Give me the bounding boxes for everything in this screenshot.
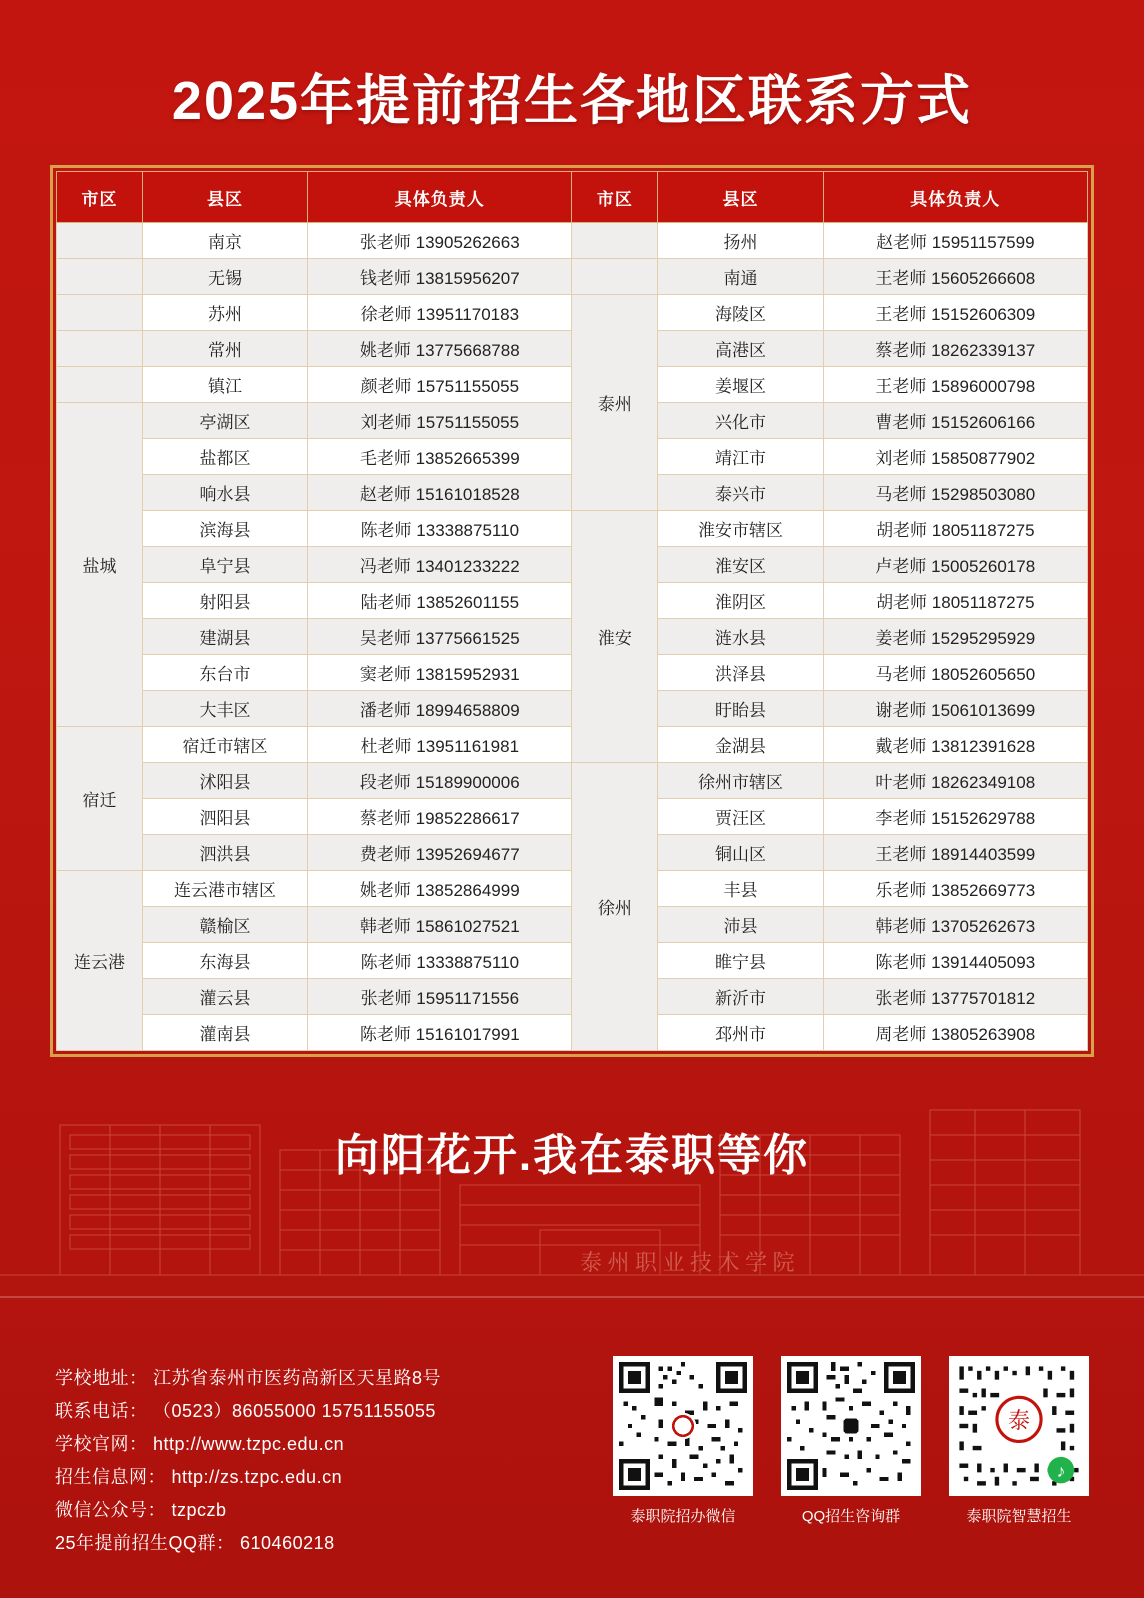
county-cell: 盱眙县 — [658, 691, 823, 727]
building-name-text: 泰 州 职 业 技 术 学 院 — [580, 1250, 795, 1275]
county-cell: 泰兴市 — [658, 475, 823, 511]
person-cell: 冯老师 13401233222 — [308, 547, 572, 583]
county-cell: 常州 — [142, 331, 307, 367]
person-cell: 韩老师 15861027521 — [308, 907, 572, 943]
county-cell: 盐都区 — [142, 439, 307, 475]
footer-info — [55, 1350, 613, 1560]
person-cell: 姜老师 15295295929 — [823, 619, 1087, 655]
county-cell: 建湖县 — [142, 619, 307, 655]
person-cell: 刘老师 15850877902 — [823, 439, 1087, 475]
person-cell: 段老师 15189900006 — [308, 763, 572, 799]
county-cell: 镇江 — [142, 367, 307, 403]
person-cell: 钱老师 13815956207 — [308, 259, 572, 295]
person-cell: 颜老师 15751155055 — [308, 367, 572, 403]
city-cell-left: 宿迁 — [57, 727, 143, 871]
city-cell-right: 泰州 — [572, 295, 658, 511]
city-cell-empty-left — [57, 367, 143, 403]
city-cell-right: 徐州 — [572, 763, 658, 1051]
person-cell: 谢老师 15061013699 — [823, 691, 1087, 727]
person-cell: 蔡老师 19852286617 — [308, 799, 572, 835]
county-cell: 阜宁县 — [142, 547, 307, 583]
slogan: 向阳花开.我在泰职等你 — [334, 1131, 810, 1180]
svg-text:泰: 泰 — [1007, 1408, 1031, 1434]
qr-caption-qq: QQ招生咨询群 — [801, 1508, 901, 1525]
footer-line-qq-group: 25年提前招生QQ群： 610460218 — [55, 1533, 335, 1553]
campus-building-illustration — [0, 1080, 1144, 1295]
county-cell: 沭阳县 — [142, 763, 307, 799]
county-cell: 滨海县 — [142, 511, 307, 547]
table-header — [57, 172, 1088, 223]
county-cell: 南通 — [658, 259, 823, 295]
person-cell: 胡老师 18051187275 — [823, 511, 1087, 547]
person-cell: 叶老师 18262349108 — [823, 763, 1087, 799]
person-cell: 张老师 13775701812 — [823, 979, 1087, 1015]
city-cell-left: 盐城 — [57, 403, 143, 727]
person-cell: 潘老师 18994658809 — [308, 691, 572, 727]
county-cell: 宿迁市辖区 — [142, 727, 307, 763]
footer-divider — [0, 1296, 1144, 1298]
person-cell: 乐老师 13852669773 — [823, 871, 1087, 907]
table-body — [57, 223, 1088, 1051]
person-cell: 陈老师 13914405093 — [823, 943, 1087, 979]
person-cell: 姚老师 13775668788 — [308, 331, 572, 367]
qr-caption-wechat: 泰职院招办微信 — [630, 1508, 736, 1525]
footer-line-phone: 联系电话： （0523）86055000 15751155055 — [55, 1401, 436, 1421]
city-cell-empty-left — [57, 259, 143, 295]
footer-line-website[interactable]: 学校官网： http://www.tzpc.edu.cn — [55, 1434, 345, 1454]
qr-caption-smart-enroll: 泰职院智慧招生 — [966, 1508, 1072, 1525]
county-cell: 金湖县 — [658, 727, 823, 763]
person-cell: 杜老师 13951161981 — [308, 727, 572, 763]
header-person-left: 具体负责人 — [308, 172, 572, 223]
county-cell: 亭湖区 — [142, 403, 307, 439]
table-header-row — [57, 172, 1088, 223]
person-cell: 马老师 15298503080 — [823, 475, 1087, 511]
header-county-left: 县区 — [142, 172, 307, 223]
person-cell: 窦老师 13815952931 — [308, 655, 572, 691]
table-row — [57, 223, 1088, 259]
table-row — [57, 259, 1088, 295]
county-cell: 东台市 — [142, 655, 307, 691]
city-cell-right: 淮安 — [572, 511, 658, 763]
page-title: 2025年提前招生各地区联系方式 — [171, 71, 973, 131]
header-county-right: 县区 — [658, 172, 823, 223]
qq-qr-icon[interactable] — [781, 1356, 921, 1496]
person-cell: 周老师 13805263908 — [823, 1015, 1087, 1051]
person-cell: 费老师 13952694677 — [308, 835, 572, 871]
person-cell: 陈老师 13338875110 — [308, 943, 572, 979]
footer-line-wechat: 微信公众号： tzpczb — [55, 1500, 227, 1520]
city-cell-empty-left — [57, 331, 143, 367]
county-cell: 赣榆区 — [142, 907, 307, 943]
footer-line-address: 学校地址： 江苏省泰州市医药高新区天星路8号 — [55, 1368, 442, 1388]
footer — [0, 1330, 1144, 1598]
city-cell-left: 连云港 — [57, 871, 143, 1051]
person-cell: 刘老师 15751155055 — [308, 403, 572, 439]
county-cell: 响水县 — [142, 475, 307, 511]
person-cell: 李老师 15152629788 — [823, 799, 1087, 835]
person-cell: 王老师 15152606309 — [823, 295, 1087, 331]
county-cell: 铜山区 — [658, 835, 823, 871]
county-cell: 扬州 — [658, 223, 823, 259]
person-cell: 胡老师 18051187275 — [823, 583, 1087, 619]
person-cell: 徐老师 13951170183 — [308, 295, 572, 331]
county-cell: 邳州市 — [658, 1015, 823, 1051]
county-cell: 淮安市辖区 — [658, 511, 823, 547]
person-cell: 卢老师 15005260178 — [823, 547, 1087, 583]
header-person-right: 具体负责人 — [823, 172, 1087, 223]
person-cell: 戴老师 13812391628 — [823, 727, 1087, 763]
person-cell: 张老师 13905262663 — [308, 223, 572, 259]
person-cell: 赵老师 15951157599 — [823, 223, 1087, 259]
contacts-table — [56, 171, 1088, 1051]
person-cell: 陆老师 13852601155 — [308, 583, 572, 619]
person-cell: 王老师 18914403599 — [823, 835, 1087, 871]
county-cell: 连云港市辖区 — [142, 871, 307, 907]
county-cell: 射阳县 — [142, 583, 307, 619]
contacts-table-frame — [50, 165, 1094, 1057]
qr-code-group — [613, 1350, 1089, 1526]
person-cell: 毛老师 13852665399 — [308, 439, 572, 475]
county-cell: 高港区 — [658, 331, 823, 367]
county-cell: 徐州市辖区 — [658, 763, 823, 799]
city-cell-empty-right — [572, 223, 658, 259]
person-cell: 曹老师 15152606166 — [823, 403, 1087, 439]
person-cell: 王老师 15896000798 — [823, 367, 1087, 403]
person-cell: 马老师 18052605650 — [823, 655, 1087, 691]
county-cell: 灌南县 — [142, 1015, 307, 1051]
county-cell: 淮安区 — [658, 547, 823, 583]
city-cell-empty-left — [57, 223, 143, 259]
person-cell: 陈老师 13338875110 — [308, 511, 572, 547]
qr-item-qq — [781, 1356, 921, 1526]
person-cell: 吴老师 13775661525 — [308, 619, 572, 655]
table-row — [57, 295, 1088, 331]
footer-line-admission-site[interactable]: 招生信息网： http://zs.tzpc.edu.cn — [55, 1467, 343, 1487]
person-cell: 姚老师 13852864999 — [308, 871, 572, 907]
qr-item-smart-enroll — [949, 1356, 1089, 1526]
city-cell-empty-right — [572, 259, 658, 295]
wechat-qr-icon[interactable] — [613, 1356, 753, 1496]
county-cell: 东海县 — [142, 943, 307, 979]
county-cell: 南京 — [142, 223, 307, 259]
city-cell-empty-left — [57, 295, 143, 331]
county-cell: 泗洪县 — [142, 835, 307, 871]
table-row — [57, 763, 1088, 799]
county-cell: 灌云县 — [142, 979, 307, 1015]
county-cell: 洪泽县 — [658, 655, 823, 691]
county-cell: 丰县 — [658, 871, 823, 907]
county-cell: 兴化市 — [658, 403, 823, 439]
person-cell: 蔡老师 18262339137 — [823, 331, 1087, 367]
svg-text:♪: ♪ — [1056, 1460, 1066, 1481]
table-row — [57, 511, 1088, 547]
county-cell: 泗阳县 — [142, 799, 307, 835]
county-cell: 苏州 — [142, 295, 307, 331]
county-cell: 大丰区 — [142, 691, 307, 727]
county-cell: 涟水县 — [658, 619, 823, 655]
county-cell: 贾汪区 — [658, 799, 823, 835]
county-cell: 沛县 — [658, 907, 823, 943]
county-cell: 新沂市 — [658, 979, 823, 1015]
person-cell: 韩老师 13705262673 — [823, 907, 1087, 943]
county-cell: 姜堰区 — [658, 367, 823, 403]
person-cell: 陈老师 15161017991 — [308, 1015, 572, 1051]
person-cell: 赵老师 15161018528 — [308, 475, 572, 511]
qr-item-wechat — [613, 1356, 753, 1526]
header-city-left: 市区 — [57, 172, 143, 223]
county-cell: 海陵区 — [658, 295, 823, 331]
header-city-right: 市区 — [572, 172, 658, 223]
county-cell: 靖江市 — [658, 439, 823, 475]
county-cell: 淮阴区 — [658, 583, 823, 619]
county-cell: 睢宁县 — [658, 943, 823, 979]
person-cell: 张老师 15951171556 — [308, 979, 572, 1015]
county-cell: 无锡 — [142, 259, 307, 295]
person-cell: 王老师 15605266608 — [823, 259, 1087, 295]
smart-enroll-qr-icon[interactable] — [949, 1356, 1089, 1496]
